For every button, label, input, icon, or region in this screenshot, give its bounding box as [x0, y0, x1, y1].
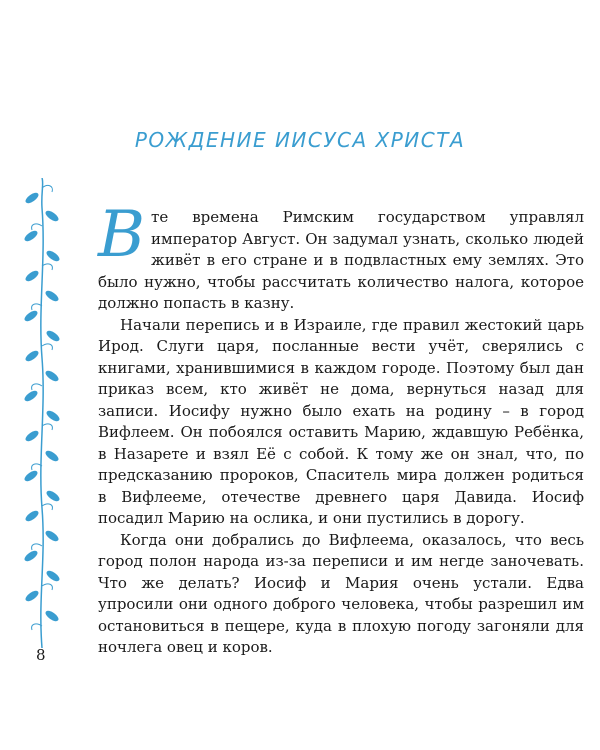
story-text: [98, 198, 584, 659]
vine-ornament-icon: [18, 178, 66, 648]
drop-cap-letter: В: [98, 198, 146, 272]
page-number: 8: [36, 646, 46, 664]
paragraph-1-text: те времена Римским государством управлял император Август. Он задумал узнать, сколько людей живёт в его стране и в подвластных ему землях. Это было нужно, чтобы рассчитать количество налога, которое должно попасть в казну.: [98, 208, 584, 312]
chapter-title: РОЖДЕНИЕ ИИСУСА ХРИСТА: [134, 128, 466, 152]
paragraph-1: [98, 198, 584, 315]
paragraph-3: Когда они добрались до Вифлеема, оказалось, что весь город полон народа из-за переписи и им негде заночевать. Что же делать? Иосиф и Мария очень устали. Едва упросили они одного доброго человека, чтобы разрешил им остановиться в пещере, куда в плохую погоду загоняли для ночлега овец и коров.: [98, 530, 584, 656]
paragraph-2: Начали перепись и в Израиле, где правил жестокий царь Ирод. Слуги царя, посланные вести учёт, сверялись с книгами, хранившимися в каждом городе. Поэтому был дан приказ всем, кто живёт не дома, вернуться назад для записи. Иосифу нужно было ехать на родину – в город Вифлеем. Он побоялся оставить Марию, ждавшую Ребёнка, в Назарете и взял Её с собой. К тому же он знал, что, по предсказанию пророков, Спаситель мира должен родиться в Вифлееме, отечестве древнего царя Давида. Иосиф посадил Марию на ослика, и они пустились в дорогу.: [98, 315, 584, 527]
